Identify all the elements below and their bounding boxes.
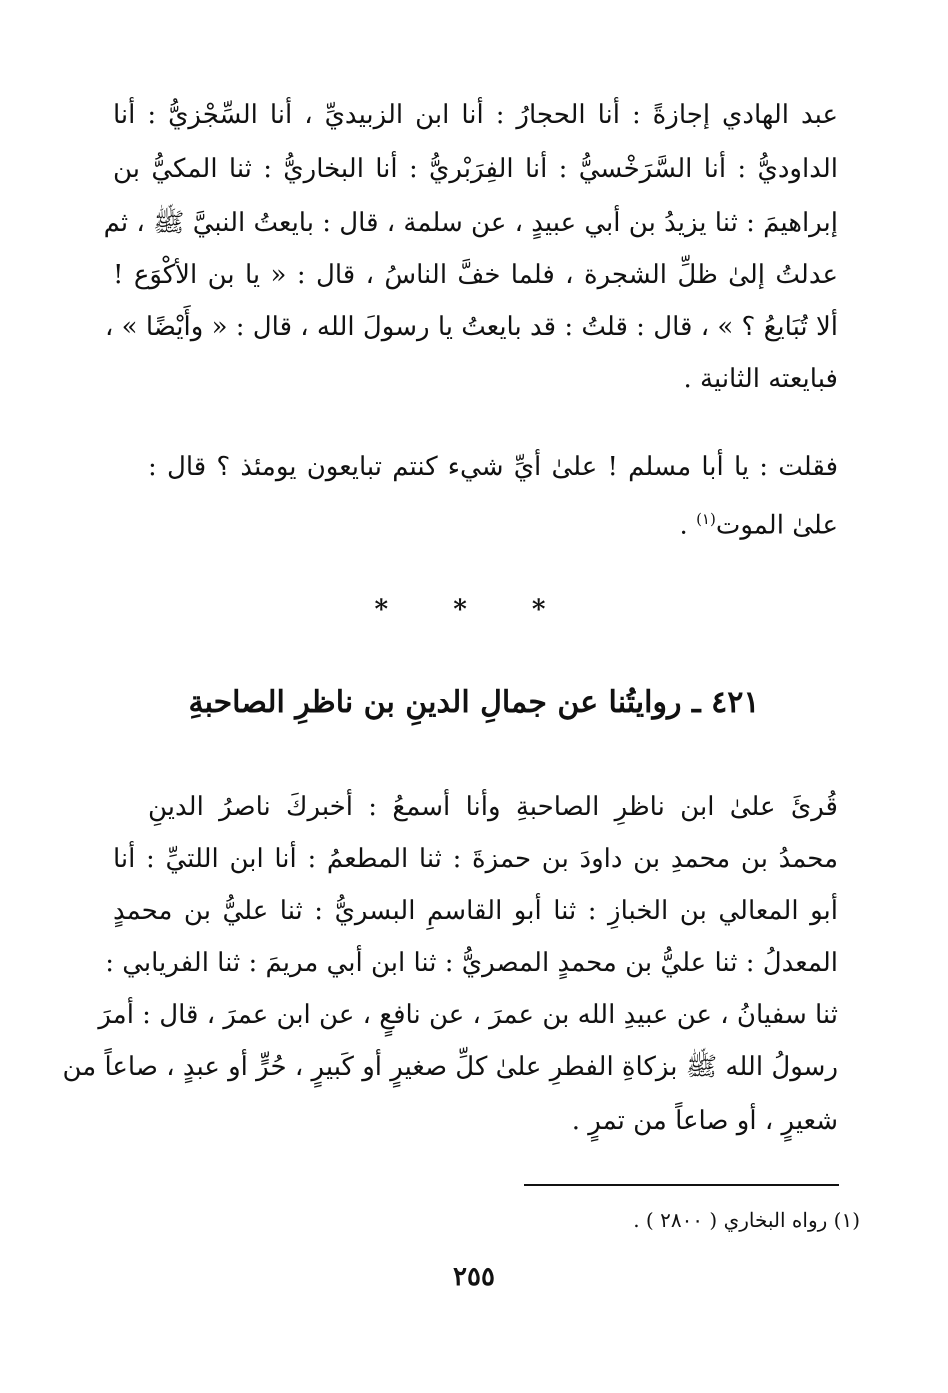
text-line: ثنا سفيانُ ، عن عبيدِ الله بن عمرَ ، عن نافعٍ ، عن ابن عمرَ ، قال : أمرَ xyxy=(98,1000,838,1030)
text-line: ألا تُبَايعُ ؟ » ، قال : قلتُ : قد بايعتُ يا رسولَ الله ، قال : « وأَيْضًا » ، xyxy=(105,312,838,342)
footnote-rule xyxy=(524,1184,839,1186)
text-line: محمدُ بن محمدِ بن داودَ بن حمزةَ : ثنا المطعمُ : أنا ابن اللتيِّ : أنا xyxy=(113,844,838,874)
text-line: عبد الهادي إجازةً : أنا الحجارُ : أنا ابن الزبيديِّ ، أنا السِّجْزيُّ : أنا xyxy=(113,100,838,130)
text-line: فبايعته الثانية . xyxy=(683,364,838,394)
text-line: رسولُ الله ﷺ بزكاةِ الفطرِ علىٰ كلِّ صغيرٍ أو كَبيرٍ ، حُرٍّ أو عبدٍ ، صاعاً من xyxy=(62,1052,838,1082)
text-segment: علىٰ الموت xyxy=(715,510,838,541)
text-line: شعيرٍ ، أو صاعاً من تمرٍ . xyxy=(571,1106,838,1136)
text-segment: . xyxy=(679,510,697,541)
text-line: الداوديُّ : أنا السَّرَخْسيُّ : أنا الفِرَبْريُّ : أنا البخاريُّ : ثنا المكيُّ بن xyxy=(113,154,838,184)
text-line: قُرئَ علىٰ ابن ناظرِ الصاحبةِ وأنا أسمعُ : أخبركَ ناصرُ الدينِ xyxy=(148,792,838,822)
section-separator: * * * xyxy=(374,595,574,625)
footnote: (١) رواه البخاري ( ٢٨٠٠ ) . xyxy=(633,1208,860,1232)
text-line: أبو المعالي بن الخبازِ : ثنا أبو القاسمِ البسريُّ : ثنا عليُّ بن محمدٍ xyxy=(113,896,838,926)
section-heading: ٤٢١ ـ روايتُنا عن جمالِ الدينِ بن ناظرِ الصاحبةِ xyxy=(188,685,760,720)
footnote-marker: (١) xyxy=(696,510,716,528)
page-number: ٢٥٥ xyxy=(453,1262,495,1292)
text-line: فقلت : يا أبا مسلم ! علىٰ أيِّ شيء كنتم تبايعون يومئذ ؟ قال : xyxy=(148,452,838,482)
text-line-with-footnote xyxy=(113,502,838,541)
text-line: عدلتُ إلىٰ ظلِّ الشجرة ، فلما خفَّ الناسُ ، قال : « يا بن الأكْوَع ! xyxy=(113,260,838,290)
text-line: المعدلُ : ثنا عليُّ بن محمدٍ المصريُّ : ثنا ابن أبي مريمَ : ثنا الفريابي : xyxy=(105,948,838,978)
text-line: إبراهيمَ : ثنا يزيدُ بن أبي عبيدٍ ، عن سلمة ، قال : بايعتُ النبيَّ ﷺ ، ثم xyxy=(103,208,838,238)
